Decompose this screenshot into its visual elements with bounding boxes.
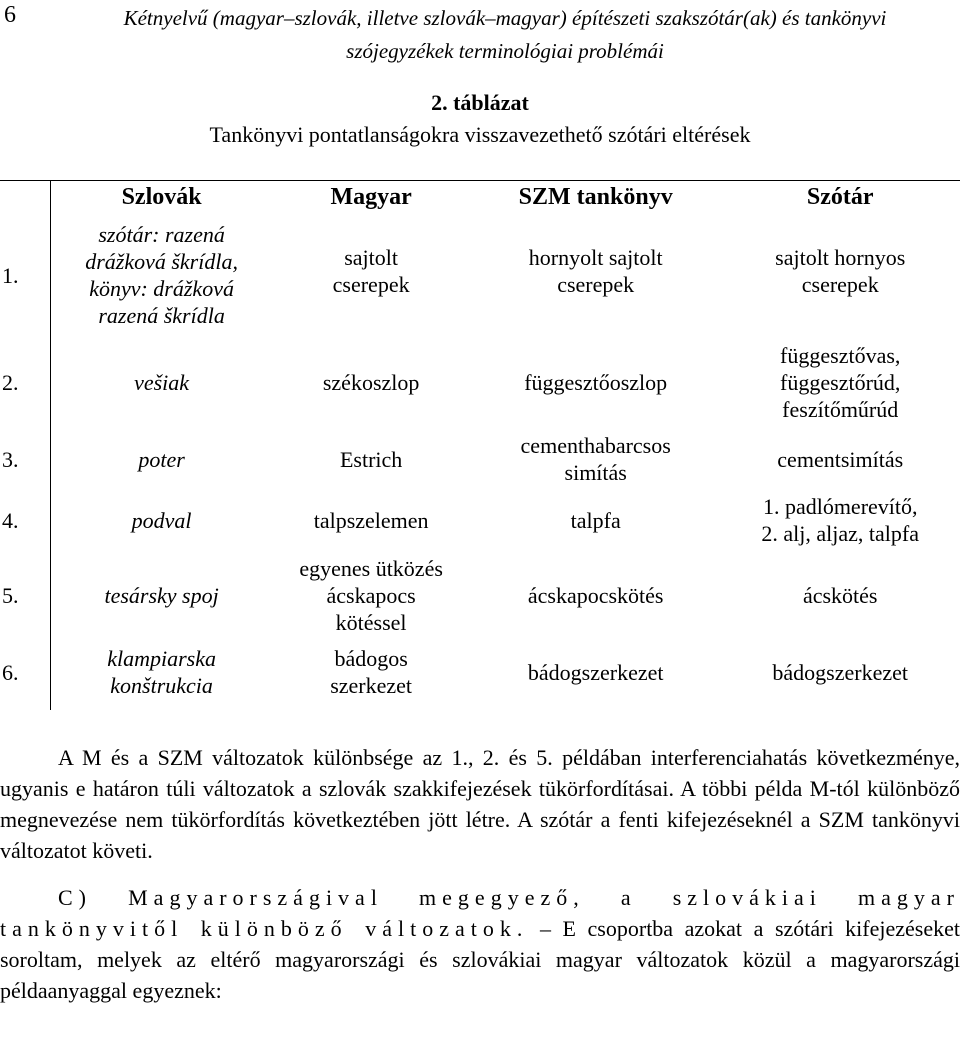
hungarian-cell: Estrich — [339, 446, 403, 472]
header-line-1: Kétnyelvű (magyar–szlovák, illetve szlovák–magyar) építészeti szakszótár(ak) és tankönyvi — [123, 6, 887, 30]
cell-line: szótár: razená — [98, 222, 225, 247]
slovak-cell: podval — [131, 507, 192, 533]
comparison-table — [0, 181, 960, 703]
table-row — [0, 427, 960, 491]
hungarian-cell — [271, 641, 471, 703]
group-c-text: – E csoportba azokat a szótári kifejezéseket soroltam, melyek az eltérő magyarországi és szlovákiai magyar változatok közül a magyarországi példaanyaggal egyeznek: — [0, 916, 960, 1003]
table-row — [0, 549, 960, 641]
table-row — [0, 213, 960, 337]
header-cell-dictionary: Szótár — [806, 183, 874, 210]
cell-line: feszítőműrúd — [782, 396, 899, 422]
szm-cell — [471, 213, 721, 337]
table-caption: Tankönyvi pontatlanságokra visszavezethető szótári eltérések — [209, 122, 751, 147]
szm-cell: függesztőoszlop — [524, 369, 668, 395]
cell-line: egyenes ütközés — [299, 555, 443, 581]
body-text — [0, 742, 960, 1006]
row-number: 3. — [2, 446, 19, 472]
dictionary-cell: ácskötés — [802, 582, 878, 608]
header-cell-slovak: Szlovák — [121, 183, 202, 210]
cell-line: kötéssel — [335, 609, 407, 635]
cell-line: 2. alj, aljaz, talpfa — [761, 521, 920, 546]
slovak-cell: vešiak — [134, 369, 190, 395]
table-row — [0, 641, 960, 703]
cell-line: bádogos — [334, 646, 408, 671]
cell-line: hornyolt sajtolt — [528, 245, 663, 270]
slovak-cell — [52, 213, 271, 337]
header-line-2: szójegyzékek terminológiai problémái — [346, 39, 664, 63]
szm-cell: ácskapocskötés — [527, 582, 664, 608]
slovak-cell: tesársky spoj — [104, 582, 219, 608]
cell-line: 1. padlómerevítő, — [762, 494, 918, 519]
table-header-row — [0, 181, 960, 213]
dictionary-cell — [720, 337, 960, 427]
dictionary-cell: cementsimítás — [777, 446, 904, 472]
dictionary-cell: bádogszerkezet — [772, 659, 909, 685]
header-cell-szm-textbook: SZM tankönyv — [518, 183, 673, 210]
szm-cell — [471, 427, 721, 491]
cell-line: razená škrídla — [98, 303, 225, 328]
table-row — [0, 491, 960, 549]
szm-cell: talpfa — [570, 507, 621, 533]
cell-line: sajtolt — [344, 245, 399, 270]
header-cell-hungarian: Magyar — [330, 183, 412, 210]
hungarian-cell: talpszelemen — [313, 507, 429, 533]
row-number: 1. — [2, 262, 19, 288]
cell-line: szerkezet — [330, 673, 413, 698]
hungarian-cell — [271, 213, 471, 337]
row-number: 5. — [2, 582, 19, 608]
slovak-cell — [52, 641, 271, 703]
page-number: 6 — [4, 2, 16, 28]
cell-line: függesztővas, — [780, 342, 901, 368]
cell-line: sajtolt hornyos — [775, 245, 906, 270]
paragraph-interference: A M és a SZM változatok különbsége az 1., 2. és 5. példában interferenciahatás következménye, ugyanis e határon túli változatok a szlovák szakkifejezések tükörfordításai. A többi példa M-tól különböző megnevezése nem tükörfordítás következtében jött létre. A szótár a fenti kifejezéseknél a SZM tankönyvi változatot követi. — [0, 745, 960, 863]
cell-line: konštrukcia — [110, 673, 213, 698]
group-c-heading: C) Magyarországival megegyező, a szlovákiai magyar tankönyvitől különböző változatok. — [0, 885, 960, 941]
header-cell-number — [0, 181, 52, 213]
cell-line: klampiarska — [107, 646, 216, 671]
cell-line: cementhabarcsos — [520, 433, 671, 458]
slovak-cell: poter — [138, 446, 185, 472]
row-number: 4. — [2, 507, 19, 533]
cell-line: cserepek — [801, 272, 879, 297]
cell-line: cserepek — [332, 272, 410, 297]
cell-line: könyv: drážková — [89, 276, 234, 301]
cell-line: cserepek — [557, 272, 635, 297]
hungarian-cell — [271, 549, 471, 641]
cell-line: simítás — [564, 460, 627, 485]
hungarian-cell: székoszlop — [322, 369, 420, 395]
paragraph-group-c — [0, 882, 960, 1006]
szm-cell: bádogszerkezet — [527, 659, 664, 685]
dictionary-cell — [720, 491, 960, 549]
dictionary-cell — [720, 213, 960, 337]
table-row — [0, 337, 960, 427]
row-number: 2. — [2, 369, 19, 395]
running-header — [60, 2, 950, 68]
cell-line: függesztőrúd, — [780, 369, 901, 395]
cell-line: ácskapocs — [326, 582, 416, 608]
table-label: 2. táblázat — [431, 90, 529, 115]
row-number: 6. — [2, 659, 19, 685]
cell-line: drážková škrídla, — [85, 249, 238, 274]
